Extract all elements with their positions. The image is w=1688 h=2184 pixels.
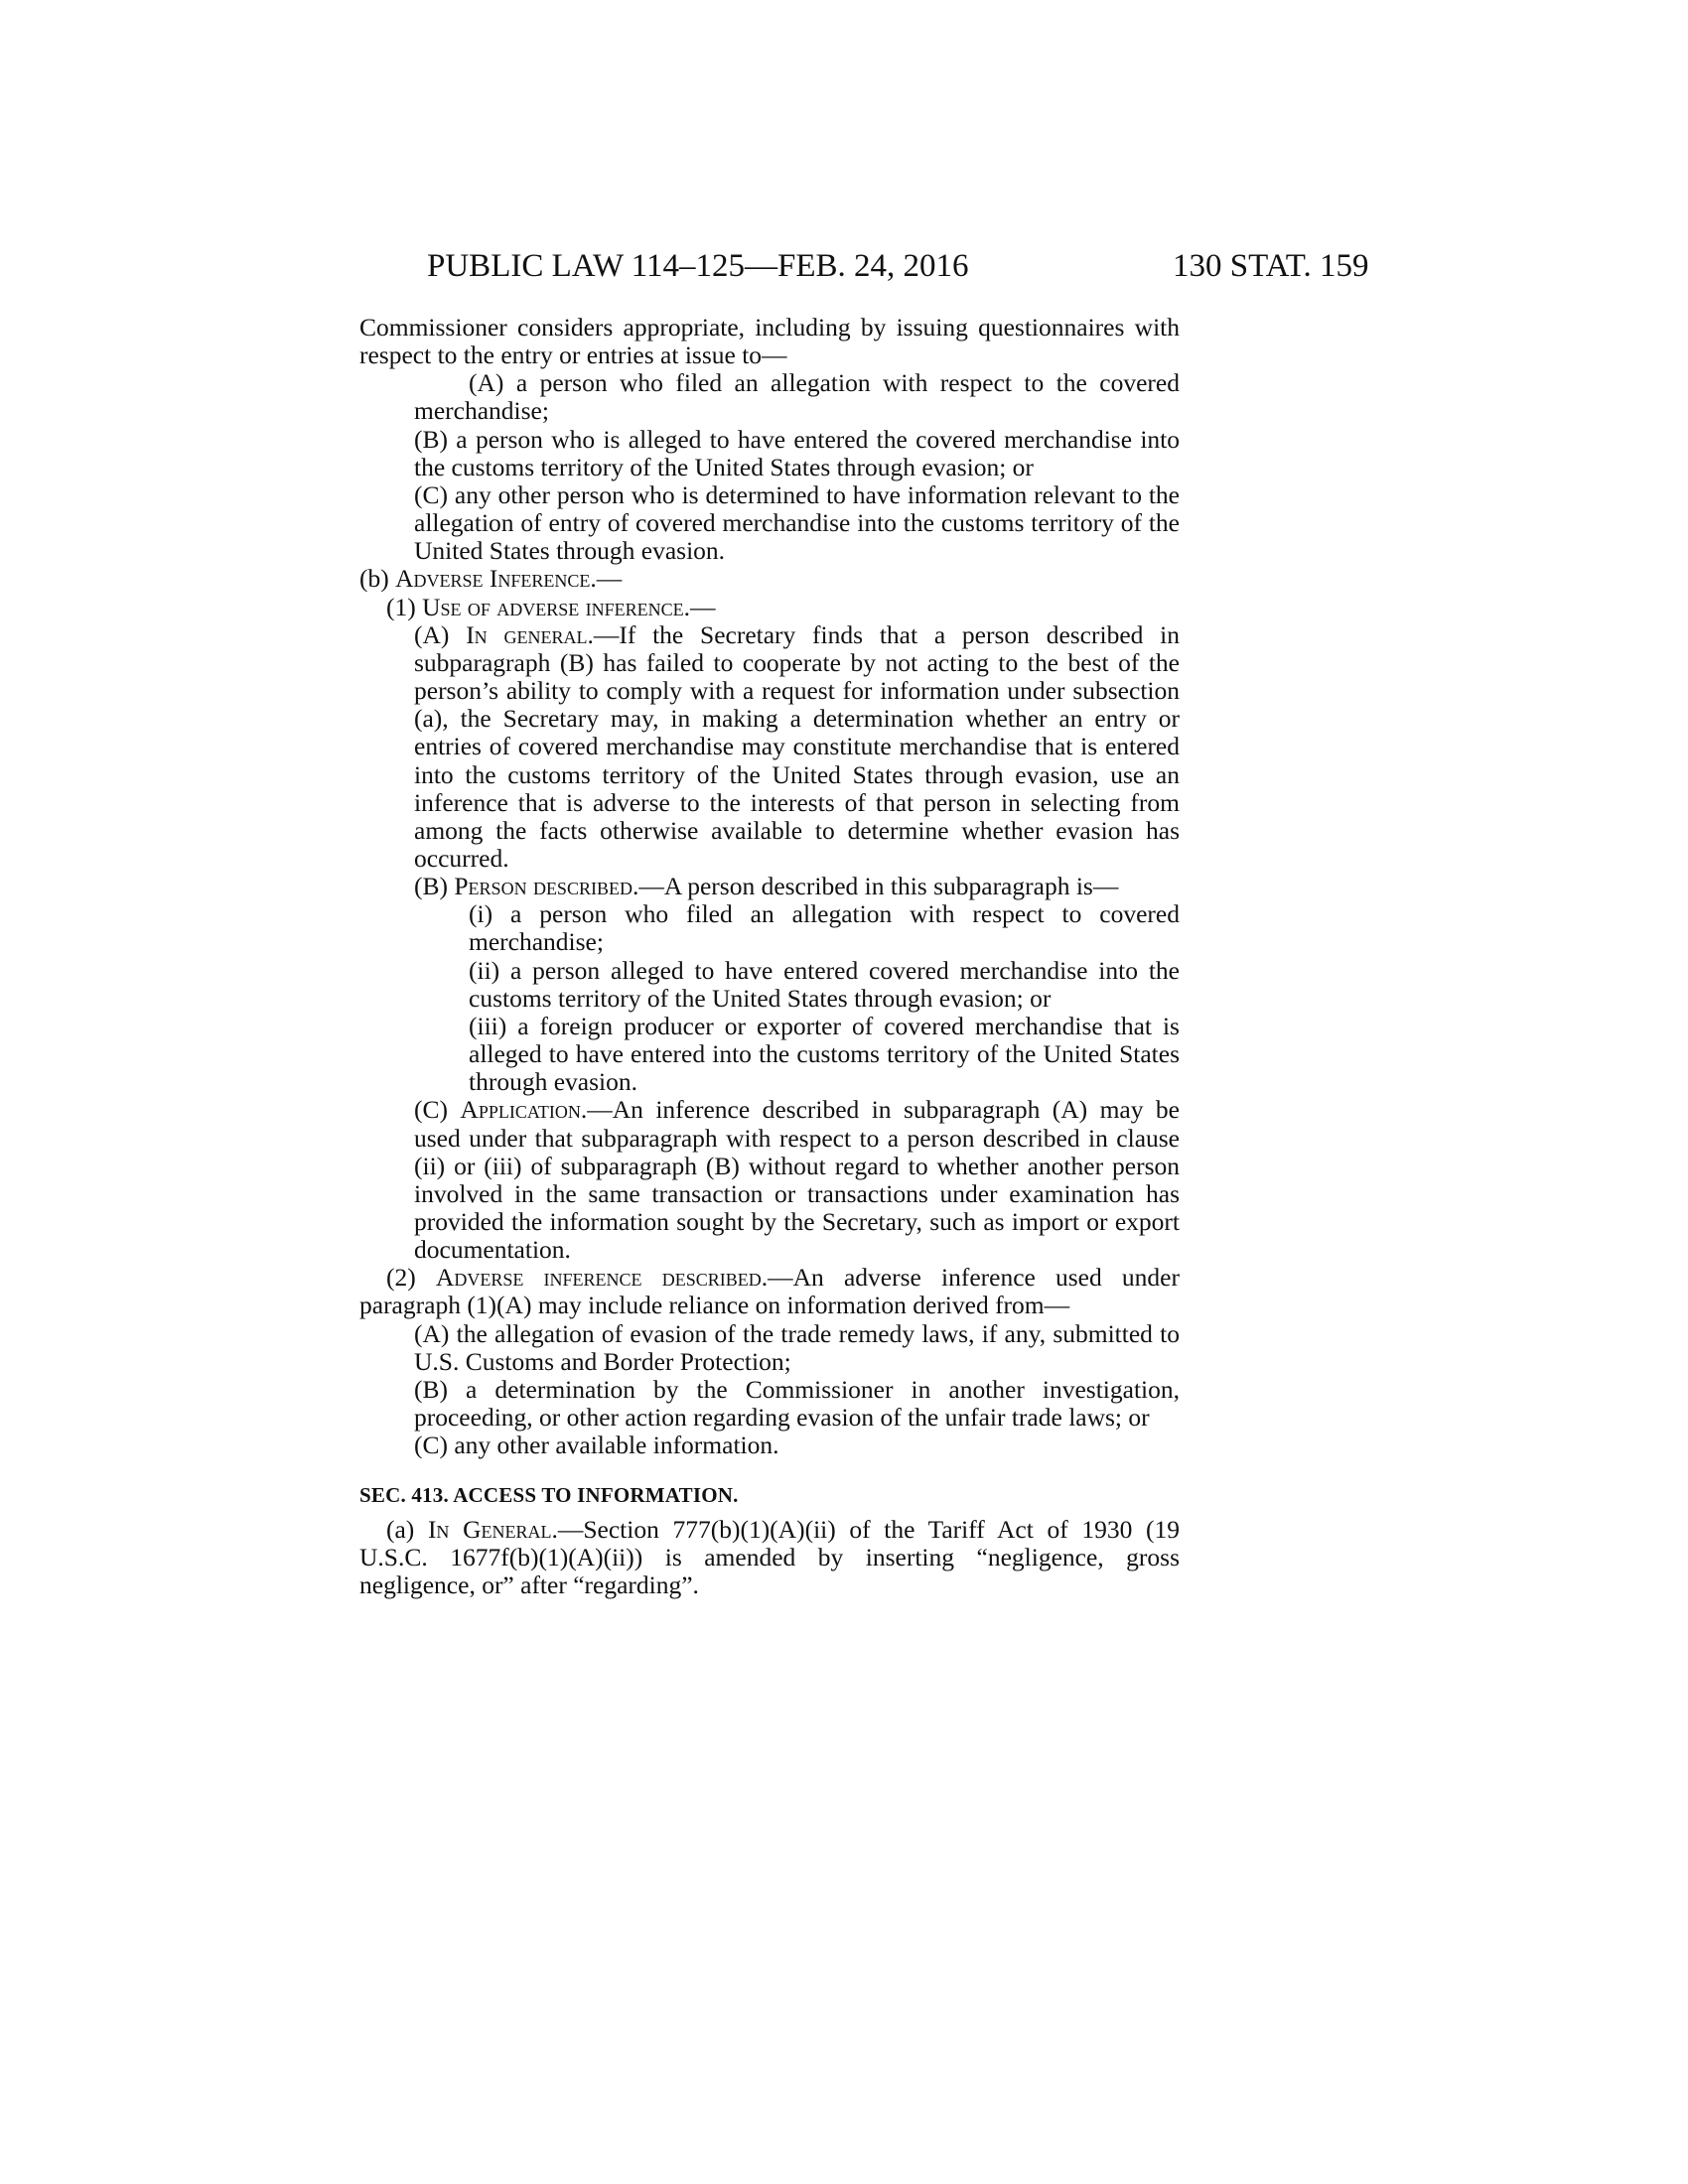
subparagraph-b2-C: (C) any other available information. (414, 1431, 779, 1460)
subparagraph-a-A: (A) a person who filed an allegation with respect to the covered merchandise; (414, 368, 1180, 426)
paragraph-b2: (2) Adverse inference described.—An adverse inference used under paragraph (1)(A) may include reliance on information derived from— (359, 1263, 1180, 1320)
subparagraph-b2-A: (A) the allegation of evasion of the trade remedy laws, if any, submitted to U.S. Customs and Border Protection; (414, 1318, 1180, 1376)
subparagraph-b1-C: (C) Application.—An inference described in subparagraph (A) may be used under that subparagraph with respect to a person described in clause (ii) or (iii) of subparagraph (B) without regard to whether another person involved in the same transaction or transactions under examination has provided the information sought by the Secretary, such as import or export documentation. (414, 1095, 1180, 1265)
page-number-stat: 130 STAT. 159 (1173, 248, 1369, 284)
paragraph-b1-heading: (1) Use of adverse inference.— (386, 592, 716, 621)
clause-b1-B-i: (i) a person who filed an allegation with respect to covered merchandise; (469, 899, 1180, 957)
clause-b1-B-ii: (ii) a person alleged to have entered covered merchandise into the customs territory of the United States through evasion; or (469, 955, 1180, 1013)
document-body (359, 314, 1180, 1599)
subparagraph-b2-B: (B) a determination by the Commissioner in another investigation, proceeding, or other action regarding evasion of the unfair trade laws; or (414, 1374, 1180, 1433)
subparagraph-b1-A: (A) In general.—If the Secretary finds that a person described in subparagraph (B) has failed to cooperate by not acting to the best of the person’s ability to comply with a request for information under subsection (a), the Secretary may, in making a determination whether an entry or entries of covered merchandise may constitute merchandise that is entered into the customs territory of the United States through evasion, use an inference that is adverse to the interests of that person in selecting from among the facts otherwise available to determine whether evasion has occurred. (414, 619, 1181, 873)
subsection-b-heading: (b) Adverse Inference.— (359, 564, 623, 594)
subparagraph-a-C: (C) any other person who is determined to have information relevant to the allegation of entry of covered merchandise into the customs territory of the United States through evasion. (414, 479, 1180, 566)
running-header-title: PUBLIC LAW 114–125—FEB. 24, 2016 (427, 248, 969, 284)
section-413-a: (a) In General.—Section 777(b)(1)(A)(ii) of the Tariff Act of 1930 (19 U.S.C. 1677f(b)(1)(A)(ii)) is amended by inserting “negligence, gross negligence, or” after “regarding”. (359, 1514, 1180, 1599)
intro-paragraph: Commissioner considers appropriate, including by issuing questionnaires with respect to the entry or entries at issue to— (359, 313, 1180, 370)
subparagraph-a-B: (B) a person who is alleged to have entered the covered merchandise into the customs territory of the United States through evasion; or (414, 424, 1180, 481)
clause-b1-B-iii: (iii) a foreign producer or exporter of covered merchandise that is alleged to have entered into the customs territory of the United States through evasion. (469, 1011, 1180, 1097)
subparagraph-b1-B: (B) Person described.—A person described in this subparagraph is— (414, 872, 1119, 901)
section-heading: SEC. 413. ACCESS TO INFORMATION. (359, 1483, 739, 1508)
